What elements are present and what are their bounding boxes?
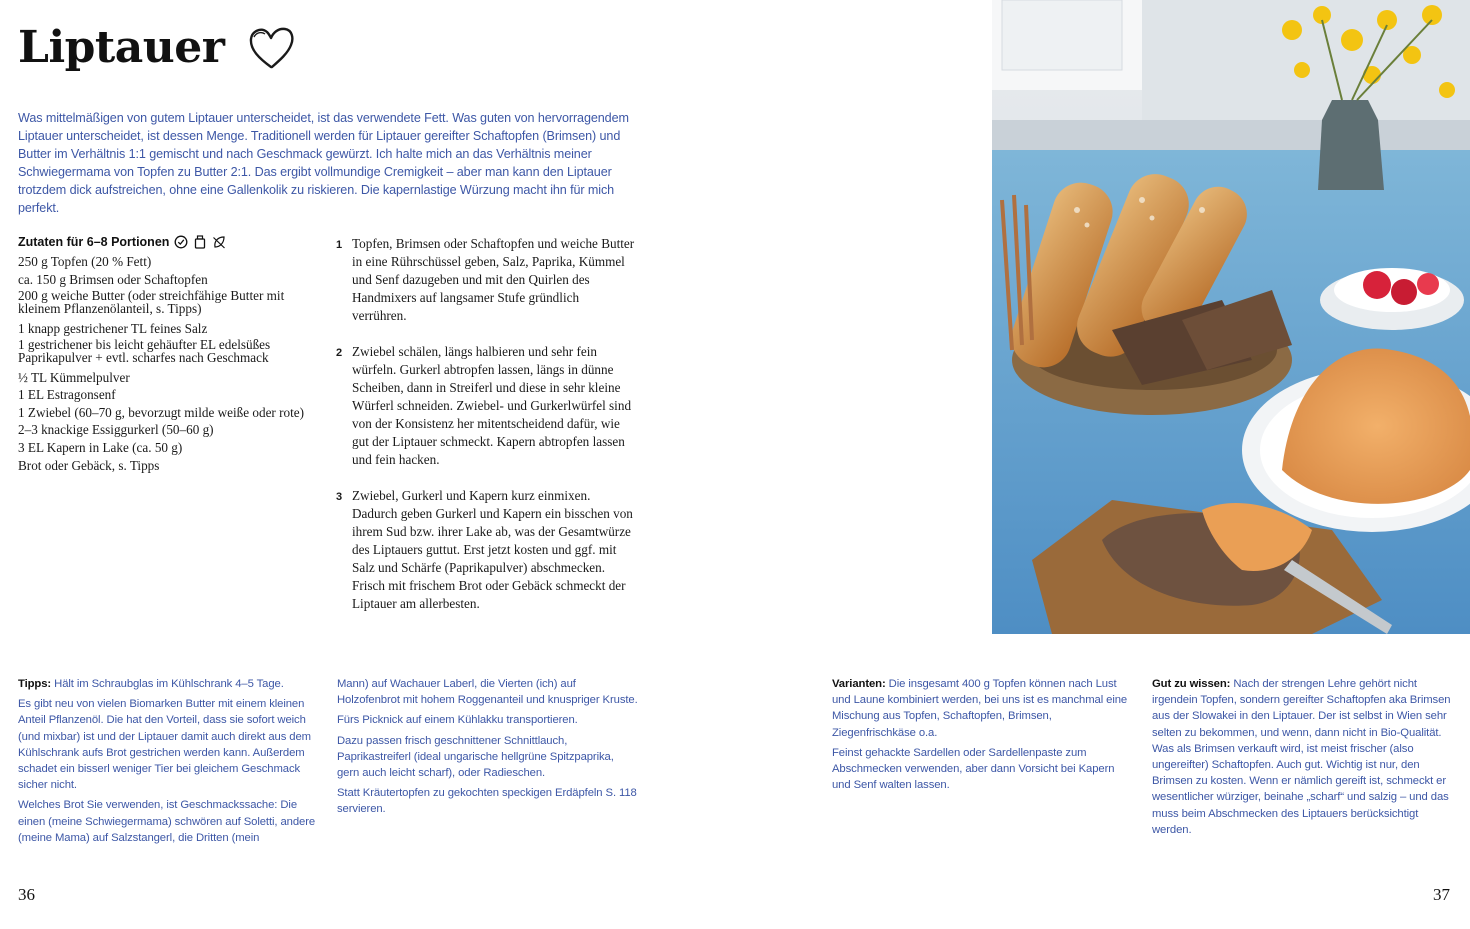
photo-illustration (992, 0, 1470, 634)
ingredient-item: ca. 150 g Brimsen oder Schaftopfen (18, 271, 208, 287)
preparation-steps (336, 235, 636, 631)
tips-text: Fürs Picknick auf einem Kühlakku transportieren. (337, 714, 578, 727)
check-circle-icon (174, 235, 188, 249)
good-to-know-column (1152, 676, 1454, 842)
ingredient-item: ½ TL Kümmelpulver (18, 369, 130, 385)
variants-intro (832, 676, 1132, 741)
tips-column-1 (18, 676, 320, 850)
step-text: Topfen, Brimsen oder Schaftopfen und weiche Butter in eine Rührschüssel geben, Salz, Paprika, Kümmel und Senf dazugeben und mit den Quirlen des Handmixers auf langsamer Stufe gründlich verrühren. (352, 236, 635, 323)
step-number: 3 (336, 491, 343, 503)
tips-text: Dazu passen frisch geschnittener Schnittlauch, Paprikastreiferl (ideal ungarische hellgrüne Spitzpaprika, gern auch leicht scharf), oder Radieschen. (337, 734, 614, 780)
jar-icon (193, 235, 207, 249)
tips-text: Es gibt neu von vielen Biomarken Butter mit einem kleinen Anteil Pflanzenöl. Die hat den Vorteil, dass sie sofort weich (und mixbar) ist und der Liptauer damit auch direkt aus dem Kühlschrank aufs Brot gestrichen werden kann. Außerdem schadet ein bisserl weniger Tier bei gleichem Geschmack sicher nicht. (18, 698, 311, 792)
step-text: Zwiebel, Gurkerl und Kapern kurz einmixen. Dadurch geben Gurkerl und Kapern ein bisschen von ihrem Sud bzw. ihrer Lake ab, was der Gesamtwürze des Liptauers guttut. Erst jetzt kosten und ggf. mit Salz und Schärfe (Paprikapulver) abschmecken. Frisch mit frischem Brot oder Gebäck schmeckt der Liptauer am allerbesten. (352, 488, 633, 611)
ingredient-item: 250 g Topfen (20 % Fett) (18, 254, 152, 269)
ingredient-item: 200 g weiche Butter (oder streichfähige Butter mit kleinem Pflanzenölanteil, s. Tipps) (18, 288, 285, 317)
tips-text: Statt Kräutertopfen zu gekochten speckigen Erdäpfeln S. 118 servieren. (337, 787, 637, 816)
variants-column (832, 676, 1132, 797)
step-3 (336, 487, 636, 613)
tips-text: Hält im Schraubglas im Kühlschrank 4–5 Tage. (51, 678, 284, 690)
liptauer-photo (992, 0, 1470, 634)
good-to-know-paragraph (1152, 676, 1454, 838)
step-text: Zwiebel schälen, längs halbieren und sehr fein würfeln. Gurkerl abtropfen lassen, längs in dünne Scheiben, dann in Streiferl und diese in sehr kleine Würferl schneiden. Zwiebel- und Gurkerlwürfel sind von der Konsistenz her mitentscheidend dafür, wie gut der Liptauer schmeckt. Kapern abtropfen lassen und fein hacken. (352, 344, 632, 467)
ingredient-item: 1 knapp gestrichener TL feines Salz (18, 320, 208, 336)
ingredient-item: 2–3 knackige Essiggurkerl (50–60 g) (18, 422, 214, 438)
variants-label: Varianten: (832, 678, 886, 690)
tips-text: Mann) auf Wachauer Laberl, die Vierten (ich) auf Holzofenbrot mit hohem Roggenanteil und knuspriger Kruste. (337, 678, 638, 707)
leaf-crossed-icon (212, 235, 226, 249)
step-2 (336, 343, 636, 469)
ingredient-item: 1 EL Estragonsenf (18, 387, 116, 403)
intro-paragraph: Was mittelmäßigen von gutem Liptauer unterscheidet, ist das verwendete Fett. Was guten von hervorragendem Liptauer unterscheidet, ist dessen Menge. Traditionell werden für Liptauer gereifter Schaftopfen (Brimsen) und Butter im Verhältnis 1:1 gemischt und nach Geschmack gewürzt. Ich halte mich an das Verhältnis meiner Schwiegermama von Topfen zu Butter 2:1. Das ergibt vollmundige Cremigkeit – aber man kann den Liptauer trotzdem dick aufstreichen, ohne eine Gallenkolik zu riskieren. Die kapernlastige Würzung macht ihn für mich perfekt. (18, 111, 629, 215)
step-1 (336, 235, 636, 325)
good-to-know-label: Gut zu wissen: (1152, 678, 1231, 690)
variants-text: Die insgesamt 400 g Topfen können nach Lust und Laune kombiniert werden, bei uns ist es manchmal eine Mischung aus Topfen, Schaftopfen, Brimsen, Ziegenfrischkäse o.a. (832, 678, 1128, 739)
ingredient-item: 1 Zwiebel (60–70 g, bevorzugt milde weiße oder rote) (18, 404, 305, 420)
ingredients-list (18, 253, 323, 474)
variants-text: Feinst gehackte Sardellen oder Sardellenpaste zum Abschmecken verwenden, aber dann Vorsicht bei Kapern und Senf walten lassen. (832, 746, 1115, 792)
tips-label: Tipps: (18, 678, 52, 690)
tips-column-2 (337, 676, 639, 822)
step-number: 1 (336, 239, 343, 251)
heart-outline-icon[interactable] (246, 25, 296, 71)
recipe-title: Liptauer (18, 22, 225, 73)
ingredient-item: 3 EL Kapern in Lake (ca. 50 g) (18, 439, 183, 455)
ingredients-heading: Zutaten für 6–8 Portionen (18, 235, 170, 249)
good-to-know-text: Nach der strengen Lehre gehört nicht irgendein Topfen, sondern gereifter Schaftopfen aka Brimsen aus der Slowakei in den Liptauer. Der ist selbst in Wien sehr selten zu bekommen, und wenn, dann nicht in Bio-Qualität. Was als Brimsen verkauft wird, ist meist frischer (also ungereifter) Schaftopfen. Auch gut. Wichtig ist nur, den Brimsen zu kosten. Wenn er nämlich gereift ist, schmeckt er wesentlicher würziger, beinahe „scharf“ und salzig – und das muss beim Abschmecken des Liptauers berücksichtigt werden. (1152, 678, 1451, 836)
tips-intro (18, 676, 320, 692)
page-number-left: 36 (18, 885, 35, 904)
recipe-title-row (18, 22, 296, 73)
page-number-right: 37 (1433, 885, 1450, 904)
step-number: 2 (336, 347, 343, 359)
ingredient-item: Brot oder Gebäck, s. Tipps (18, 457, 160, 473)
ingredients-heading-row (18, 235, 226, 249)
ingredient-item: 1 gestrichener bis leicht gehäufter EL edelsüßes Paprikapulver + evtl. scharfes nach Geschmack (18, 337, 271, 366)
tips-text: Welches Brot Sie verwenden, ist Geschmackssache: Die einen (meine Schwiegermama) schwören auf Soletti, andere (meine Mama) auf Salzstangerl, die Dritten (mein (18, 799, 316, 844)
